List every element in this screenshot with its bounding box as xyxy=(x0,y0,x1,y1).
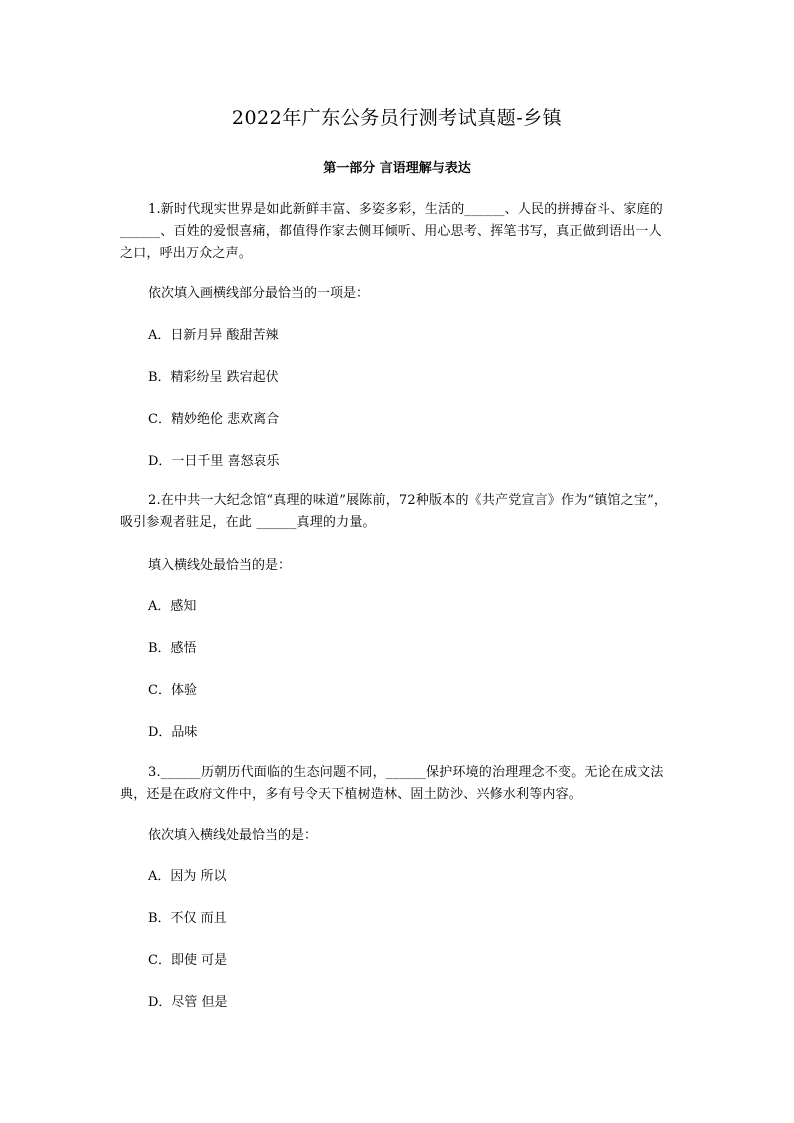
question-1-option-b: B．精彩纷呈 跌宕起伏 xyxy=(148,370,279,385)
question-2-option-c: C．体验 xyxy=(148,683,197,698)
question-2-option-d: D．品味 xyxy=(148,725,198,740)
question-1-option-c: C．精妙绝伦 悲欢离合 xyxy=(148,412,280,427)
question-2-prompt: 填入横线处最恰当的是： xyxy=(148,558,292,573)
question-2-option-a: A．感知 xyxy=(148,599,197,614)
question-2-stem: 2.在中共一大纪念馆“真理的味道”展陈前，72种版本的《共产党宣言》作为“镇馆之宝”，吸引参观者驻足，在此 ______真理的力量。 xyxy=(120,493,668,530)
question-1-option-a: A．日新月异 酸甜苦辣 xyxy=(148,328,279,343)
question-3-option-c: C．即使 可是 xyxy=(148,953,228,968)
question-3-stem: 3.______历朝历代面临的生态问题不同，______保护环境的治理理念不变。无论在成文法典，还是在政府文件中，多有号令天下植树造林、固土防沙、兴修水利等内容。 xyxy=(120,765,664,802)
question-3-option-b: B．不仅 而且 xyxy=(148,911,227,926)
document-title: 2022年广东公务员行测考试真题-乡镇 xyxy=(231,107,563,129)
question-1-stem: 1.新时代现实世界是如此新鲜丰富、多姿多彩，生活的______、人民的拼搏奋斗、家庭的______、百姓的爱恨喜痛，都值得作家去侧耳倾听、用心思考、挥笔书写，真正做到语出一人之口，呼出万众之声。 xyxy=(120,202,664,261)
question-3-prompt: 依次填入横线处最恰当的是： xyxy=(148,828,318,843)
question-1-prompt: 依次填入画横线部分最恰当的一项是： xyxy=(148,286,370,301)
question-3-option-d: D．尽管 但是 xyxy=(148,995,228,1010)
question-2-option-b: B．感悟 xyxy=(148,641,197,656)
question-3-option-a: A．因为 所以 xyxy=(148,869,227,884)
question-1-option-d: D．一日千里 喜怒哀乐 xyxy=(148,454,280,469)
section-title: 第一部分 言语理解与表达 xyxy=(323,161,471,176)
